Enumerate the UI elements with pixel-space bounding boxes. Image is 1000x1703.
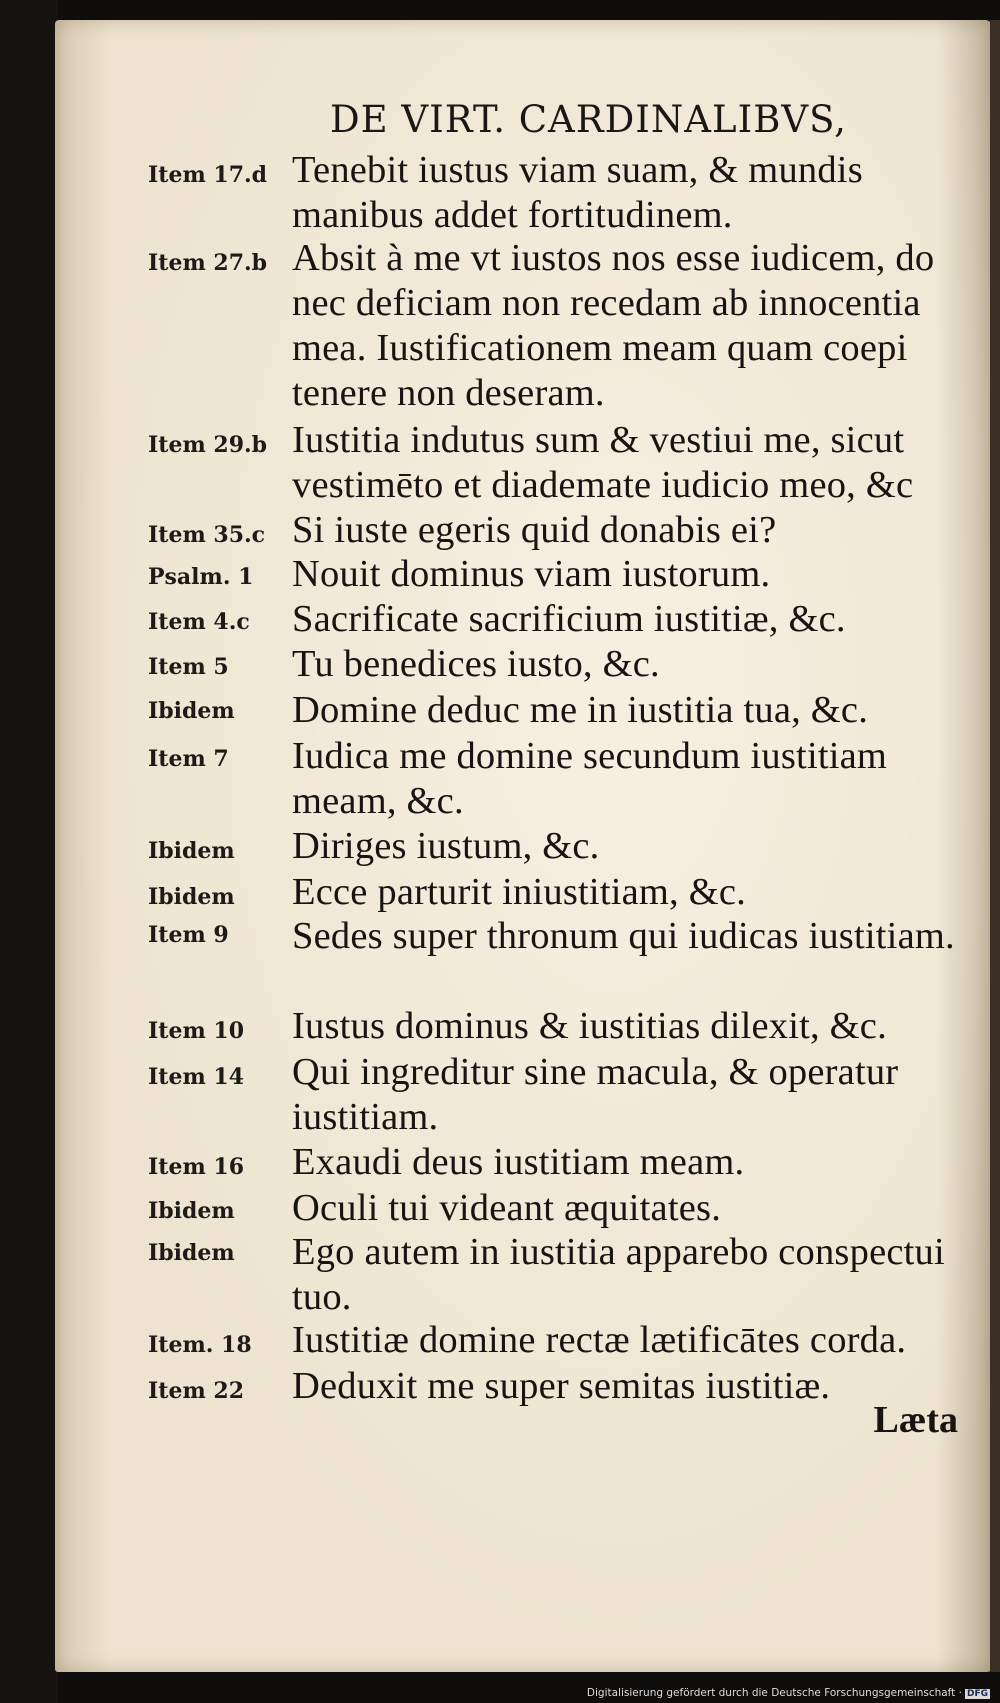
marginal-reference: Item 7 — [148, 746, 229, 772]
entry-text: Iudica me domine secundum iustitiam meam, &c. — [292, 735, 888, 822]
credit-text: Digitalisierung gefördert durch die Deutsche Forschungsgemeinschaft · — [586, 1687, 962, 1699]
marginal-reference: Item 17.d — [148, 162, 268, 188]
entry-text: Nouit dominus viam iustorum. — [292, 553, 771, 595]
entry-text: Qui ingreditur sine macula, & operatur iustitiam. — [292, 1051, 899, 1138]
marginal-reference: Ibidem — [148, 884, 235, 910]
marginal-reference: Item 10 — [148, 1018, 245, 1044]
marginal-reference: Item 14 — [148, 1064, 245, 1090]
marginal-reference: Item 4.c — [148, 609, 250, 635]
entry-text: Iustitia indutus sum & vestiui me, sicut vestimēto et diademate iudicio meo, &c — [292, 419, 914, 506]
marginal-reference: Psalm. 1 — [148, 564, 254, 590]
entry-text: Deduxit me super semitas iustitiæ. — [292, 1365, 831, 1407]
entry-text: Diriges iustum, &c. — [292, 825, 600, 867]
marginal-reference: Item 9 — [148, 922, 229, 948]
marginal-reference: Item. 18 — [148, 1332, 252, 1358]
entry-text: Tu benedices iusto, &c. — [292, 643, 660, 685]
scan-left-margin — [0, 0, 58, 1703]
marginal-reference: Item 22 — [148, 1378, 245, 1404]
dfg-logo: DFG — [966, 1689, 988, 1699]
entry-text: Iustus dominus & iustitias dilexit, &c. — [292, 1005, 887, 1047]
entry-text: Sacrificate sacrificium iustitiæ, &c. — [292, 598, 846, 640]
marginal-reference: Ibidem — [148, 1240, 235, 1266]
marginal-reference: Ibidem — [148, 838, 235, 864]
marginal-reference: Ibidem — [148, 1198, 235, 1224]
marginal-reference: Item 27.b — [148, 250, 268, 276]
marginal-reference: Item 5 — [148, 654, 229, 680]
marginal-reference: Item 16 — [148, 1154, 245, 1180]
digitization-credit — [587, 1687, 990, 1699]
entry-text: Iustitiæ domine rectæ lætificātes corda. — [292, 1319, 907, 1361]
marginal-reference: Item 35.c — [148, 522, 266, 548]
entry-text: Si iuste egeris quid donabis ei? — [292, 509, 777, 551]
entry-text: Domine deduc me in iustitia tua, &c. — [292, 689, 869, 731]
entry-text: Absit à me vt iustos nos esse iudicem, do nec deficiam non recedam ab innocentia mea. Iustificationem meam quam coepi tenere non deseram. — [292, 237, 935, 414]
entry-text: Oculi tui videant æquitates. — [292, 1187, 722, 1229]
marginal-reference: Item 29.b — [148, 432, 268, 458]
running-header: DE VIRT. CARDINALIBVS, — [330, 98, 847, 141]
book-spine-edge — [990, 20, 1000, 1672]
marginal-reference: Ibidem — [148, 698, 235, 724]
entry-text: Ego autem in iustitia apparebo conspectui tuo. — [292, 1231, 945, 1318]
catchword: Læta — [873, 1399, 958, 1441]
entry-text: Sedes super thronum qui iudicas iustitiam. — [292, 915, 955, 957]
entry-text: Tenebit iustus viam suam, & mundis manibus addet fortitudinem. — [292, 149, 863, 236]
entry-text: Exaudi deus iustitiam meam. — [292, 1141, 745, 1183]
entry-text: Ecce parturit iniustitiam, &c. — [292, 871, 746, 913]
